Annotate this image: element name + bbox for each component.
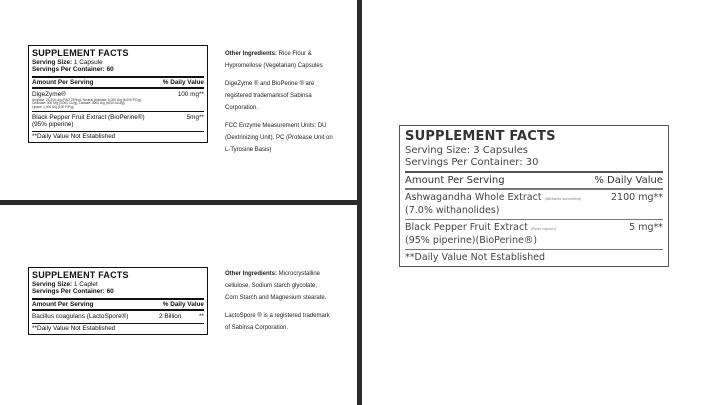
- serving-size: Serving Size: 1 Caplet: [32, 281, 98, 288]
- ingredient-amount: 2100 mg**: [611, 192, 663, 203]
- ingredient-name: DigeZyme®: [32, 91, 66, 99]
- ingredient-name-line2: (7.0% withanolides): [405, 205, 500, 216]
- servings-per-container: Servings Per Container: 60: [32, 288, 114, 296]
- facts-title: SUPPLEMENT FACTS: [32, 270, 129, 280]
- ingredient-row: [32, 87, 204, 111]
- horizontal-divider: [0, 200, 357, 205]
- servings-per-container: Servings Per Container: 60: [32, 66, 114, 74]
- serving-size: Serving Size: 3 Capsules: [405, 145, 528, 156]
- ingredient-row: [405, 188, 663, 219]
- fcc-units-note: FCC Enzyme Measurement Units: DU (Dextrinizing Unit), PC (Protease Unit on L-Tyrosine Basis): [225, 123, 333, 153]
- ingredient-name: Bacillus coagulans (LactoSpore®): [32, 313, 129, 321]
- botanical-note: (Piper nigrum): [530, 227, 557, 231]
- serving-size: Serving Size: 1 Capsule: [32, 59, 103, 66]
- botanical-note: (Withania somnifera): [544, 197, 582, 201]
- enzyme-fine-print: Lipase: 1,000 U/g (100 FIP/g): [32, 105, 74, 110]
- footnote: **Daily Value Not Established: [32, 131, 204, 140]
- other-ingredients-label: Other Ingredients:: [225, 51, 278, 57]
- facts-title: SUPPLEMENT FACTS: [405, 129, 556, 144]
- other-ingredients-block: Other Ingredients: Microcrystalline cellulose, Sodium starch glycolate, Corn Starch and Magnesium stearate. LactoSpore ® is a registered trademark of Sabinsa Corporation.: [225, 268, 355, 340]
- ingredient-amount: 100 mg**: [177, 91, 204, 99]
- ingredient-name-line2: (95% piperine): [32, 121, 74, 129]
- ingredient-name-line2: (95% piperine)(BioPerine®): [405, 235, 538, 246]
- footnote: **Daily Value Not Established: [32, 323, 204, 332]
- ingredient-row: [405, 219, 663, 249]
- supplement-facts-label-ashwagandha: [399, 125, 669, 267]
- column-header: Amount Per Serving % Daily Value: [32, 76, 204, 87]
- footnote: **Daily Value Not Established: [405, 249, 663, 263]
- trademark-note: LactoSpore ® is a registered trademark of Sabinsa Corporation.: [225, 313, 330, 331]
- other-ingredients-block: Other Ingredients: Rice Flour & Hypromellose (Vegetarian) Capsules DigeZyme ® and BioPerine ® are registered trademarksof Sabinsa Corporation. FCC Enzyme Measurement Units: DU (Dextrinizing Unit), PC (Protease Unit on L-Tyrosine Basis): [225, 48, 355, 162]
- ingredient-amount: 2 Billion: [159, 313, 182, 321]
- ingredient-dv: **: [199, 313, 204, 321]
- facts-title: SUPPLEMENT FACTS: [32, 48, 129, 58]
- ingredient-name: Black Pepper Fruit Extract: [405, 222, 528, 233]
- ingredient-amount: 5 mg**: [629, 222, 663, 233]
- column-header: Amount Per Serving % Daily Value: [32, 298, 204, 309]
- ingredient-row: [32, 309, 204, 322]
- trademark-note: DigeZyme ® and BioPerine ® are registered trademarksof Sabinsa Corporation.: [225, 81, 315, 111]
- supplement-facts-label-lactospore: [28, 267, 208, 335]
- servings-per-container: Servings Per Container: 30: [405, 156, 539, 168]
- ingredient-name: Black Pepper Fruit Extract (BioPerine®): [32, 114, 145, 122]
- ingredient-row: [32, 111, 204, 131]
- other-ingredients-label: Other Ingredients:: [225, 271, 278, 277]
- column-header: Amount Per Serving % Daily Value: [405, 171, 663, 188]
- enzyme-fine-print: Amylase: 24,000 U/g (FAO 25%/g), Neutral protease: 6,000 U/g (6,000 PC/g),: [32, 97, 142, 102]
- ingredient-name: Ashwagandha Whole Extract: [405, 192, 542, 203]
- vertical-divider: [357, 0, 362, 405]
- enzyme-fine-print: Cellulase: 300 U/g (3,000 CU/g), Lactase: 4000 U/g (4000 ALU/g),: [32, 101, 126, 106]
- supplement-facts-label-digezyme: [28, 45, 208, 143]
- ingredient-amount: 5mg**: [186, 114, 204, 122]
